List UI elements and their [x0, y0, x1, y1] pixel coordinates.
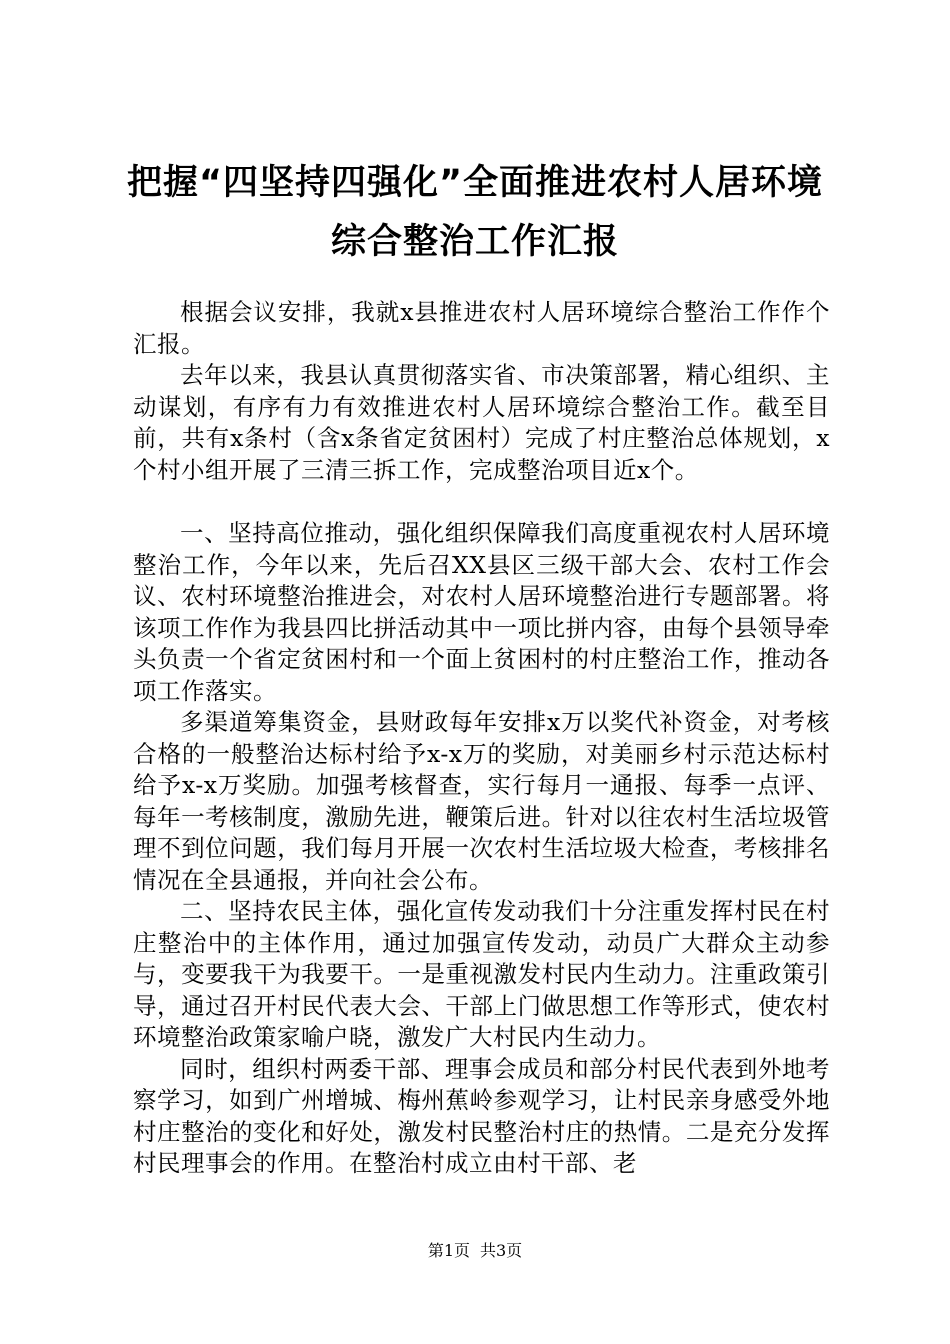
document-title-line-2: 综合整治工作汇报 [330, 222, 619, 262]
page-total: 共3页 [480, 1241, 523, 1260]
document-title-line-1: 把握“四坚持四强化”全面推进农村人居环境 [126, 163, 823, 203]
paragraph-overview: 去年以来，我县认真贯彻落实省、市决策部署，精心组织、主动谋划，有序有力有效推进农村人居环境综合整治工作。截至目前，共有x条村（含x条省定贫困村）完成了村庄整治总体规划，x个村小组开展了三清三拆工作，完成整治项目近x个。 [133, 361, 830, 484]
paragraph-funding: 多渠道筹集资金，县财政每年安排x万以奖代补资金，对考核合格的一般整治达标村给予x-x万的奖励，对美丽乡村示范达标村给予x-x万奖励。加强考核督查，实行每月一通报、每季一点评、每年一考核制度，激励先进，鞭策后进。针对以往农村生活垃圾管理不到位问题，我们每月开展一次农村生活垃圾大检查，考核排名情况在全县通报，并向社会公布。 [133, 708, 830, 894]
page-footer [0, 1241, 950, 1261]
page-number: 第1页 [427, 1241, 470, 1260]
paragraph-study-visits: 同时，组织村两委干部、理事会成员和部分村民代表到外地考察学习，如到广州增城、梅州蕉岭参观学习，让村民亲身感受外地村庄整治的变化和好处，激发村民整治村庄的热情。二是充分发挥村民理事会的作用。在整治村成立由村干部、老 [133, 1054, 830, 1177]
paragraph-section-one: 一、坚持高位推动，强化组织保障我们高度重视农村人居环境整治工作，今年以来，先后召XX县区三级干部大会、农村工作会议、农村环境整治推进会，对农村人居环境整治进行专题部署。将该项工作作为我县四比拼活动其中一项比拼内容，由每个县领导牵头负责一个省定贫困村和一个面上贫困村的村庄整治工作，推动各项工作落实。 [133, 519, 830, 705]
paragraph-section-two: 二、坚持农民主体，强化宣传发动我们十分注重发挥村民在村庄整治中的主体作用，通过加强宣传发动，动员广大群众主动参与，变要我干为我要干。一是重视激发村民内生动力。注重政策引导，通过召开村民代表大会、干部上门做思想工作等形式，使农村环境整治政策家喻户晓，激发广大村民内生动力。 [133, 897, 830, 1051]
paragraph-intro: 根据会议安排，我就x县推进农村人居环境综合整治工作作个汇报。 [133, 298, 830, 358]
document-body [133, 297, 830, 1180]
